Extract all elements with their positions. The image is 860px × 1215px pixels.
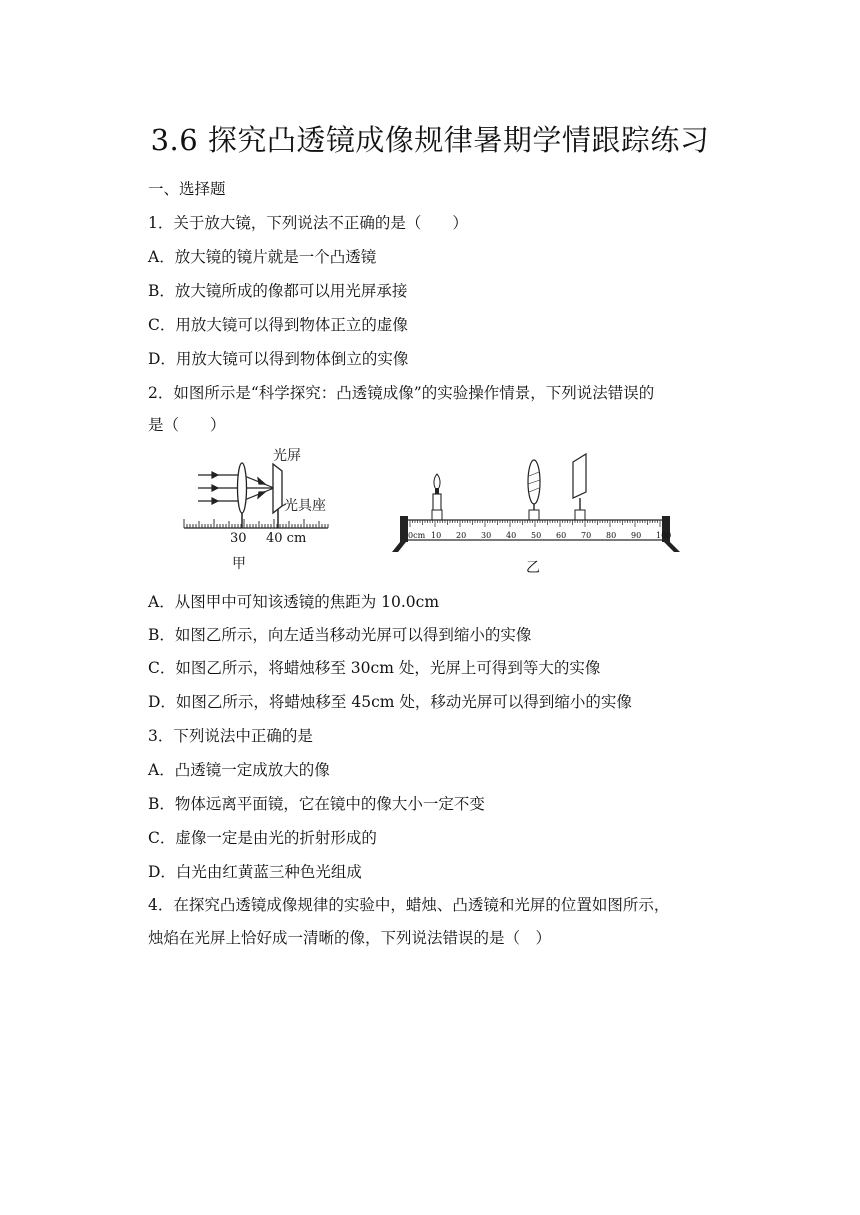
question-2-option-c: C．如图乙所示，将蜡烛移至 30cm 处，光屏上可得到等大的实像: [148, 659, 601, 677]
bench-tick-label: 20: [456, 531, 467, 540]
question-3-option-c: C．虚像一定是由光的折射形成的: [148, 829, 377, 847]
bench-tick-label: 60: [556, 531, 567, 540]
question-1-option-d: D．用放大镜可以得到物体倒立的实像: [148, 350, 409, 368]
holder-label: 光具座: [284, 498, 326, 514]
figure-jia: [178, 444, 348, 576]
screen-yi: [573, 454, 586, 512]
bench-tick-label: 10: [431, 531, 442, 540]
question-2-stem-line-1: 2．如图所示是“科学探究：凸透镜成像”的实验操作情景，下列说法错误的: [148, 384, 655, 402]
figure-yi: [392, 448, 684, 578]
bench-tick-label: 30: [481, 531, 492, 540]
bench-tick-label: 100: [656, 531, 672, 540]
question-3-option-a: A．凸透镜一定成放大的像: [148, 761, 330, 779]
question-1-option-c: C．用放大镜可以得到物体正立的虚像: [148, 316, 408, 334]
question-3-option-b: B．物体远离平面镜，它在镜中的像大小一定不变: [148, 795, 485, 813]
question-2-option-d: D．如图乙所示，将蜡烛移至 45cm 处，移动光屏可以得到缩小的实像: [148, 693, 632, 711]
figure-yi-caption: 乙: [526, 560, 540, 576]
ruler-jia: [184, 519, 328, 528]
question-1-option-b: B．放大镜所成的像都可以用光屏承接: [148, 282, 408, 300]
question-1-stem: 1．关于放大镜，下列说法不正确的是（ ）: [148, 214, 468, 232]
lens-yi: [528, 460, 540, 512]
figure-jia-caption: 甲: [232, 556, 246, 572]
question-3-option-d: D．白光由红黄蓝三种色光组成: [148, 863, 362, 881]
question-4-stem-line-1: 4．在探究凸透镜成像规律的实验中，蜡烛、凸透镜和光屏的位置如图所示，: [148, 896, 670, 914]
tick-label-40: 40 cm: [266, 531, 307, 546]
question-3-stem: 3．下列说法中正确的是: [148, 727, 313, 745]
light-screen: [273, 464, 282, 513]
question-2-stem-line-2: 是（ ）: [148, 416, 226, 434]
question-4-stem-line-2: 烛焰在光屏上恰好成一清晰的像，下列说法错误的是（ ）: [148, 929, 552, 947]
page-title: 3.6 探究凸透镜成像规律暑期学情跟踪练习: [150, 123, 710, 157]
bench-tick-label: 50: [531, 531, 542, 540]
tick-label-30: 30: [230, 531, 247, 546]
bench-tick-label: 0cm: [408, 531, 426, 540]
question-2-option-a: A．从图甲中可知该透镜的焦距为 10.0cm: [148, 593, 440, 611]
question-1-option-a: A．放大镜的镜片就是一个凸透镜: [148, 248, 377, 266]
bench-tick-label: 90: [631, 531, 642, 540]
section-heading: 一、选择题: [148, 180, 226, 198]
question-2-option-b: B．如图乙所示，向左适当移动光屏可以得到缩小的实像: [148, 626, 532, 644]
incident-rays: [198, 472, 274, 504]
screen-label: 光屏: [273, 448, 301, 464]
bench-tick-label: 40: [506, 531, 517, 540]
bench-tick-label: 80: [606, 531, 617, 540]
bench-tick-label: 70: [581, 531, 592, 540]
convex-lens: [238, 463, 247, 513]
candle: [433, 474, 441, 514]
